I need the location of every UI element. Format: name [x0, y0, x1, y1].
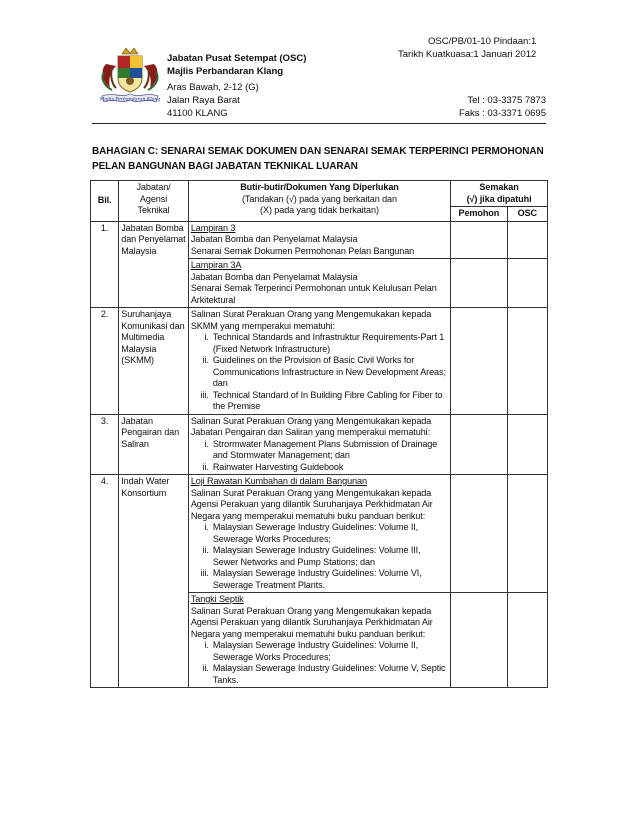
address-line-3: 41100 KLANG [167, 108, 228, 119]
telephone: Tel : 03-3375 7873 [467, 95, 546, 106]
check-pemohon[interactable] [451, 593, 507, 688]
requirement-list [191, 439, 448, 474]
row-item-cell: Salinan Surat Perakuan Orang yang Mengemukakan kepada Jabatan Pengairan dan Saliran yang memperakui mematuhi: i. Strormwater Management Plans Submission of Drainage and Stormwater Management; dan ii. Rainwater Harvesting Guidebook [188, 414, 450, 475]
list-item: iii. Technical Standard of In Building Fibre Cabling for Fiber to the Premise [200, 389, 443, 411]
list-item: i. Malaysian Sewerage Industry Guidelines: Volume II, Sewerage Works Procedures; [204, 522, 419, 544]
check-pemohon[interactable] [451, 259, 507, 308]
check-osc[interactable] [507, 593, 547, 688]
col-header-items: Butir-butir/Dokumen Yang Diperlukan (Tandakan (√) pada yang berkaitan dan (X) pada yang tidak berkaitan) [188, 181, 450, 222]
check-osc[interactable] [507, 308, 547, 415]
list-item: ii. Guidelines on the Provision of Basic Civil Works for Communications Infrastructure in New Development Areas; dan [202, 355, 446, 388]
table-row [91, 414, 548, 475]
check-pemohon[interactable] [451, 221, 507, 259]
row-agency: Jabatan Bomba dan Penyelamat Malaysia [119, 221, 189, 308]
list-item: i. Strormwater Management Plans Submission of Drainage and Stormwater Management; dan [204, 438, 438, 460]
header-divider [92, 123, 546, 124]
list-item: iii. Malaysian Sewerage Industry Guidelines: Volume VI, Sewerage Treatment Plants. [200, 568, 422, 590]
check-osc[interactable] [507, 475, 547, 593]
document-reference: OSC/PB/01-10 Pindaan:1 [428, 36, 537, 47]
row-item-cell: Lampiran 3A Jabatan Bomba dan Penyelamat Malaysia Senarai Semak Terperinci Permohonan untuk Kelulusan Pelan Arkitektural [188, 259, 450, 308]
fax: Faks : 03-3371 0695 [458, 108, 546, 119]
row-number: 1. [91, 221, 119, 308]
item-heading: Lampiran 3 [190, 222, 236, 233]
council-name: Majlis Perbandaran Klang [167, 66, 284, 77]
org-name: Jabatan Pusat Setempat (OSC) [167, 53, 307, 64]
effective-date: Tarikh Kuatkuasa:1 Januari 2012 [398, 49, 537, 60]
col-header-osc: OSC [507, 207, 547, 222]
table-row [91, 221, 548, 259]
section-title-line-1: BAHAGIAN C: SENARAI SEMAK DOKUMEN DAN SENARAI SEMAK TERPERINCI PERMOHONAN [92, 146, 544, 157]
list-item: ii. Malaysian Sewerage Industry Guidelines: Volume V, Septic Tanks. [202, 663, 446, 685]
col-header-pemohon: Pemohon [451, 207, 507, 222]
list-item: i. Technical Standards and Infrastruktur Requirements-Part 1 (Fixed Network Infrastructure) [204, 332, 445, 354]
col-header-bil: Bil. [91, 181, 119, 222]
address-line-2: Jalan Raya Barat [167, 95, 240, 106]
row-item-cell: Salinan Surat Perakuan Orang yang Mengemukakan kepada SKMM yang memperakui mematuhi: i. Technical Standards and Infrastruktur Requirements-Part 1 (Fixed Network Infrastructure) ii. Guidelines on the Provision of Basic Civil Works for Communications Infrastructure in New Development Areas; dan iii. Technical Standard of In Building Fibre Cabling for Fiber to the Premise [188, 308, 450, 415]
svg-text:Majlis Perbandaran Klang: Majlis Perbandaran Klang [99, 97, 161, 103]
row-item-cell: Lampiran 3 Jabatan Bomba dan Penyelamat Malaysia Senarai Semak Dokumen Permohonan Pelan Bangunan [188, 221, 450, 259]
row-number: 3. [91, 414, 119, 475]
check-osc[interactable] [507, 221, 547, 259]
row-number: 4. [91, 475, 119, 688]
row-number: 2. [91, 308, 119, 415]
table-row [91, 308, 548, 415]
address-line-1: Aras Bawah, 2-12 (G) [167, 82, 259, 93]
row-agency: Indah Water Konsortium [119, 475, 189, 688]
section-title [92, 144, 552, 174]
checklist-table [90, 180, 548, 688]
requirement-list [191, 332, 448, 413]
col-header-agency: Jabatan/ Agensi Teknikal [119, 181, 189, 222]
check-pemohon[interactable] [451, 475, 507, 593]
row-agency: Suruhanjaya Komunikasi dan Multimedia Malaysia (SKMM) [119, 308, 189, 415]
row-agency: Jabatan Pengairan dan Saliran [119, 414, 189, 475]
item-heading: Tangki Septik [190, 594, 244, 604]
check-pemohon[interactable] [451, 414, 507, 475]
table-header-row [91, 181, 548, 207]
list-item: i. Malaysian Sewerage Industry Guidelines: Volume II, Sewerage Works Procedures; [204, 640, 419, 662]
row-item-cell: Loji Rawatan Kumbahan di dalam Bangunan Salinan Surat Perakuan Orang yang Mengemukakan kepada Agensi Perakuan yang dilantik Suruhanjaya Perkhidmatan Air Negara yang memperakui mematuhi buku panduan berikut: i. Malaysian Sewerage Industry Guidelines: Volume II, Sewerage Works Procedures; ii. Malaysian Sewerage Industry Guidelines: Volume III, Sewer Networks and Pump Stations; dan iii. Malaysian Sewerage Industry Guidelines: Volume VI, Sewerage Treatment Plants. [188, 475, 450, 593]
item-heading: Loji Rawatan Kumbahan di dalam Bangunan [190, 476, 367, 486]
section-title-line-2: PELAN BANGUNAN BAGI JABATAN TEKNIKAL LUARAN [92, 161, 358, 172]
check-pemohon[interactable] [451, 308, 507, 415]
council-crest-logo [98, 48, 162, 110]
table-row [91, 475, 548, 593]
item-heading: Lampiran 3A [190, 260, 242, 270]
check-osc[interactable] [507, 414, 547, 475]
check-osc[interactable] [507, 259, 547, 308]
list-item: ii. Rainwater Harvesting Guidebook [202, 461, 344, 472]
col-header-semakan: Semakan (√) jika dipatuhi [451, 181, 548, 207]
row-item-cell: Tangki Septik Salinan Surat Perakuan Orang yang Mengemukakan kepada Agensi Perakuan yang dilantik Suruhanjaya Perkhidmatan Air Negara yang memperakui mematuhi buku panduan berikut: i. Malaysian Sewerage Industry Guidelines: Volume II, Sewerage Works Procedures; ii. Malaysian Sewerage Industry Guidelines: Volume V, Septic Tanks. [188, 593, 450, 688]
requirement-list [191, 640, 448, 686]
list-item: ii. Malaysian Sewerage Industry Guidelines: Volume III, Sewer Networks and Pump Stations; dan [202, 545, 421, 567]
mpk-crest-icon [98, 48, 162, 110]
requirement-list [191, 522, 448, 591]
